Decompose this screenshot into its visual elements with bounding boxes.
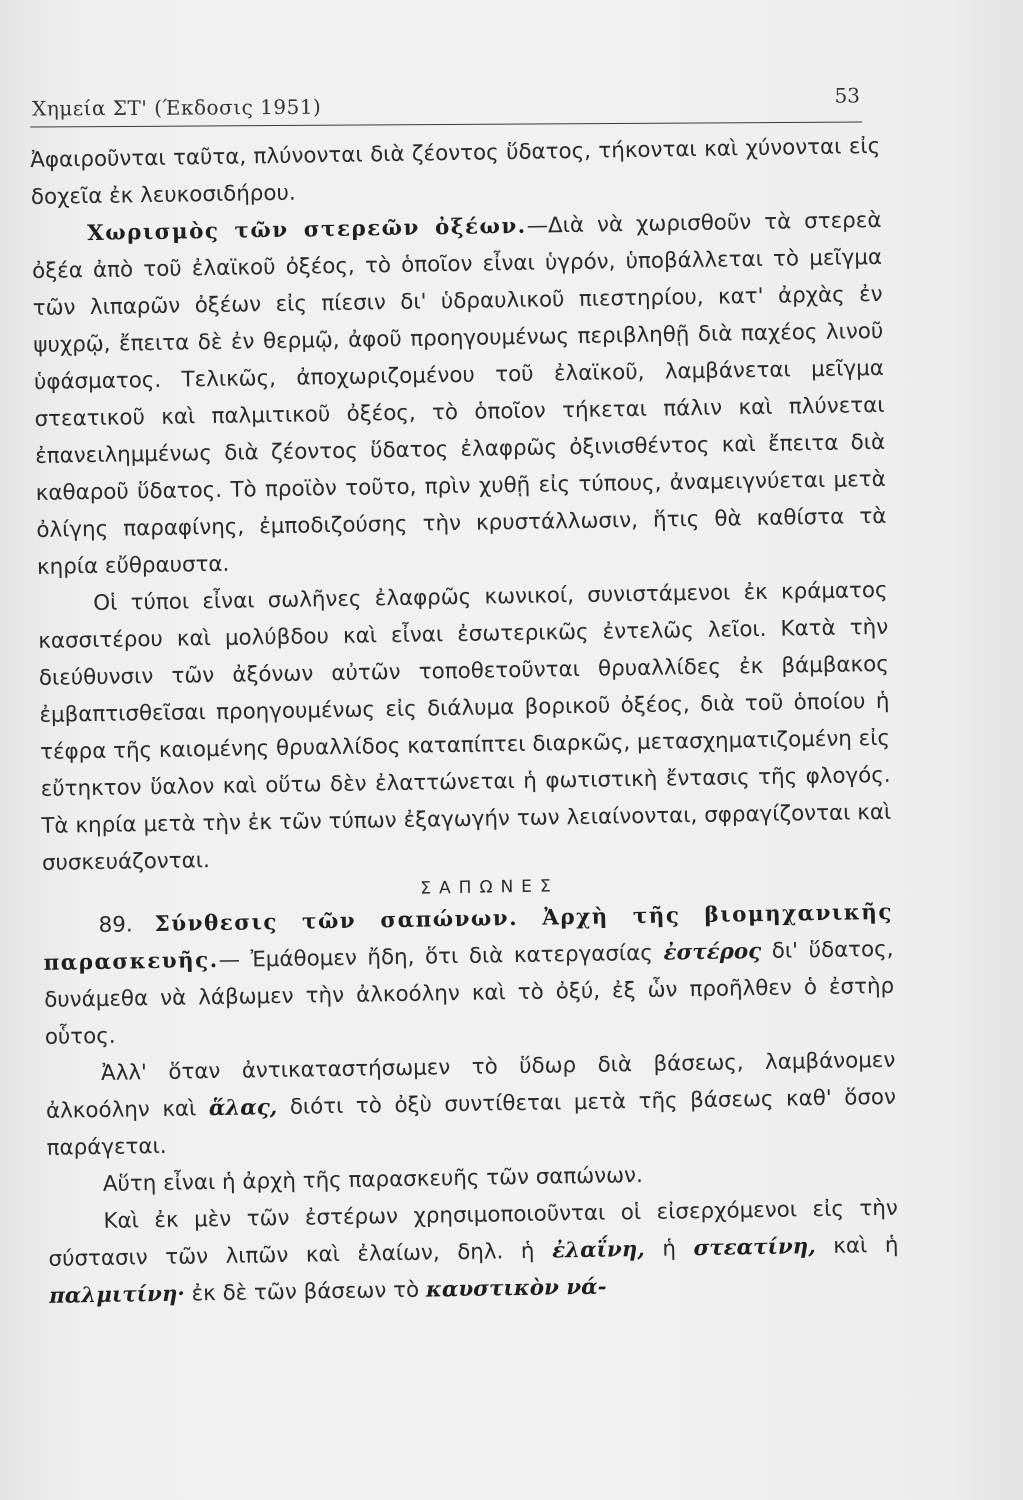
paragraph-soap-synthesis: [43, 894, 895, 1056]
emphasis-term: ἅλας,: [208, 1095, 278, 1122]
paragraph-text: Ἀλλ' ὅταν ἀντικαταστήσωμεν τὸ ὕδωρ διὰ βάσεως, λαμβάνομεν ἀλκοόλην καὶ: [45, 1047, 896, 1124]
paragraph-esters-used: [48, 1190, 900, 1315]
page-number: 53: [834, 83, 861, 108]
paragraph-text: Οἱ τύποι εἶναι σωλῆνες ἐλαφρῶς κωνικοί, συνιστάμενοι ἐκ κράματος κασσιτέρου καὶ μολύβδου καὶ εἶναι ἐσωτερικῶς ἐντελῶς λεῖοι. Κατὰ τὴν διεύθυνσιν τῶν ἀξόνων αὐτῶν τοποθετοῦνται θρυαλλίδες ἐκ βάμβακος ἐμβαπτισθεῖσαι προηγουμένως εἰς διάλυμα βορικοῦ ὀξέος, διὰ τοῦ ὁποίου ἡ τέφρα τῆς καιομένης θρυαλλίδος καταπίπτει διαρκῶς, μετασχηματιζομένη εἰς εὔτηκτον ὕαλον καὶ οὕτω δὲν ἐλαττώνεται ἡ φωτιστικὴ ἔντασις τῆς φλογός. Τὰ κηρία μετὰ τὴν ἐκ τῶν τύπων ἐξαγωγήν των λειαίνονται, σφραγίζονται καὶ συσκευάζονται.: [38, 577, 892, 876]
paragraph-text: καὶ ἡ: [815, 1232, 899, 1260]
section-title: ΣΑΠΩΝΕΣ: [420, 876, 559, 899]
paragraph-text: —Διὰ νὰ χωρισθοῦν τὰ στερεὰ ὀξέα ἀπὸ τοῦ ἐλαϊκοῦ ὀξέος, τὸ ὁποῖον εἶναι ὑγρόν, ὑποβάλλεται τὸ μεῖγμα τῶν λιπαρῶν ὀξέων εἰς πίεσιν δι' ὑδραυλικοῦ πιεστηρίου, κατ' ἀρχὰς ἐν ψυχρῷ, ἔπειτα δὲ ἐν θερμῷ, ἀφοῦ προηγουμένως περιβληθῇ διὰ παχέος λινοῦ ὑφάσματος. Τελικῶς, ἀποχωριζομένου τοῦ ἐλαϊκοῦ, λαμβάνεται μεῖγμα στεατικοῦ καὶ παλμιτικοῦ ὀξέος, τὸ ὁποῖον τήκεται πάλιν καὶ πλύνεται ἐπανειλημμένως διὰ ζέοντος ὕδατος ἐλαφρῶς ὀξινισθέντος καὶ ἔπειτα διὰ καθαροῦ ὕδατος. Τὸ προϊὸν τοῦτο, πρὶν χυθῇ εἰς τύπους, ἀναμειγνύεται μετὰ ὀλίγης παραφίνης, ἐμποδιζούσης τὴν κρυστάλλωσιν, ἥτις θὰ καθίστα τὰ κηρία εὔθραυστα.: [31, 207, 887, 580]
paragraph-text: Αὕτη εἶναι ἡ ἀρχὴ τῆς παρασκευῆς τῶν σαπώνων.: [102, 1162, 643, 1197]
paragraph-text: Καὶ ἐκ μὲν τῶν ἐστέρων χρησιμοποιοῦνται οἱ εἰσερχόμενοι εἰς τὴν σύστασιν τῶν λιπῶν καὶ ἐλαίων, δηλ. ἡ: [48, 1195, 899, 1272]
paragraph-text: Ἀφαιροῦνται ταῦτα, πλύνονται διὰ ζέοντος ὕδατος, τήκονται καὶ χύνονται εἰς δοχεῖα ἐκ λευκοσιδήρου.: [30, 133, 881, 210]
paragraph-text: διότι τὸ ὀξὺ συντίθεται μετὰ τῆς βάσεως καθ' ὅσον παράγεται.: [46, 1084, 897, 1161]
paragraph-text: ἡ: [644, 1236, 694, 1262]
emphasis-term: καυστικὸν νά-: [425, 1274, 607, 1303]
emphasis-term: παλμιτίνη·: [48, 1281, 186, 1309]
paragraph-text: ἐκ δὲ τῶν βάσεων τὸ: [184, 1277, 427, 1307]
section-number: 89.: [98, 912, 155, 938]
paragraph-molds: [37, 572, 892, 882]
paragraph-continuation: [30, 128, 881, 216]
paragraph-text: δι' ὕδατος, δυνάμεθα νὰ λάβωμεν τὴν ἀλκοόλην καὶ τὸ ὀξύ, ἐξ ὧν προῆλθεν ὁ ἐστὴρ οὗτος.: [44, 936, 895, 1050]
paragraph-heading: Σύνθεσις τῶν σαπώνων. Ἀρχὴ τῆς βιομηχανικῆς παρασκευῆς.: [43, 899, 894, 976]
paragraph-separation-of-solid-acids: [31, 202, 887, 586]
emphasis-term: ἐστέρος: [663, 938, 762, 966]
emphasis-term: στεατίνη,: [693, 1234, 816, 1262]
running-head: Χημεία ΣΤ' (Έκδοσις 1951): [31, 94, 322, 121]
body-text: [30, 128, 899, 1315]
page-header: [30, 69, 862, 127]
emphasis-term: ἐλαΐνη,: [551, 1236, 645, 1264]
paragraph-heading: Χωρισμὸς τῶν στερεῶν ὀξέων.: [86, 213, 527, 247]
paragraph-text: — Ἐμάθομεν ἤδη, ὅτι διὰ κατεργασίας: [218, 940, 664, 973]
paragraph-base-replacement: [45, 1042, 897, 1167]
